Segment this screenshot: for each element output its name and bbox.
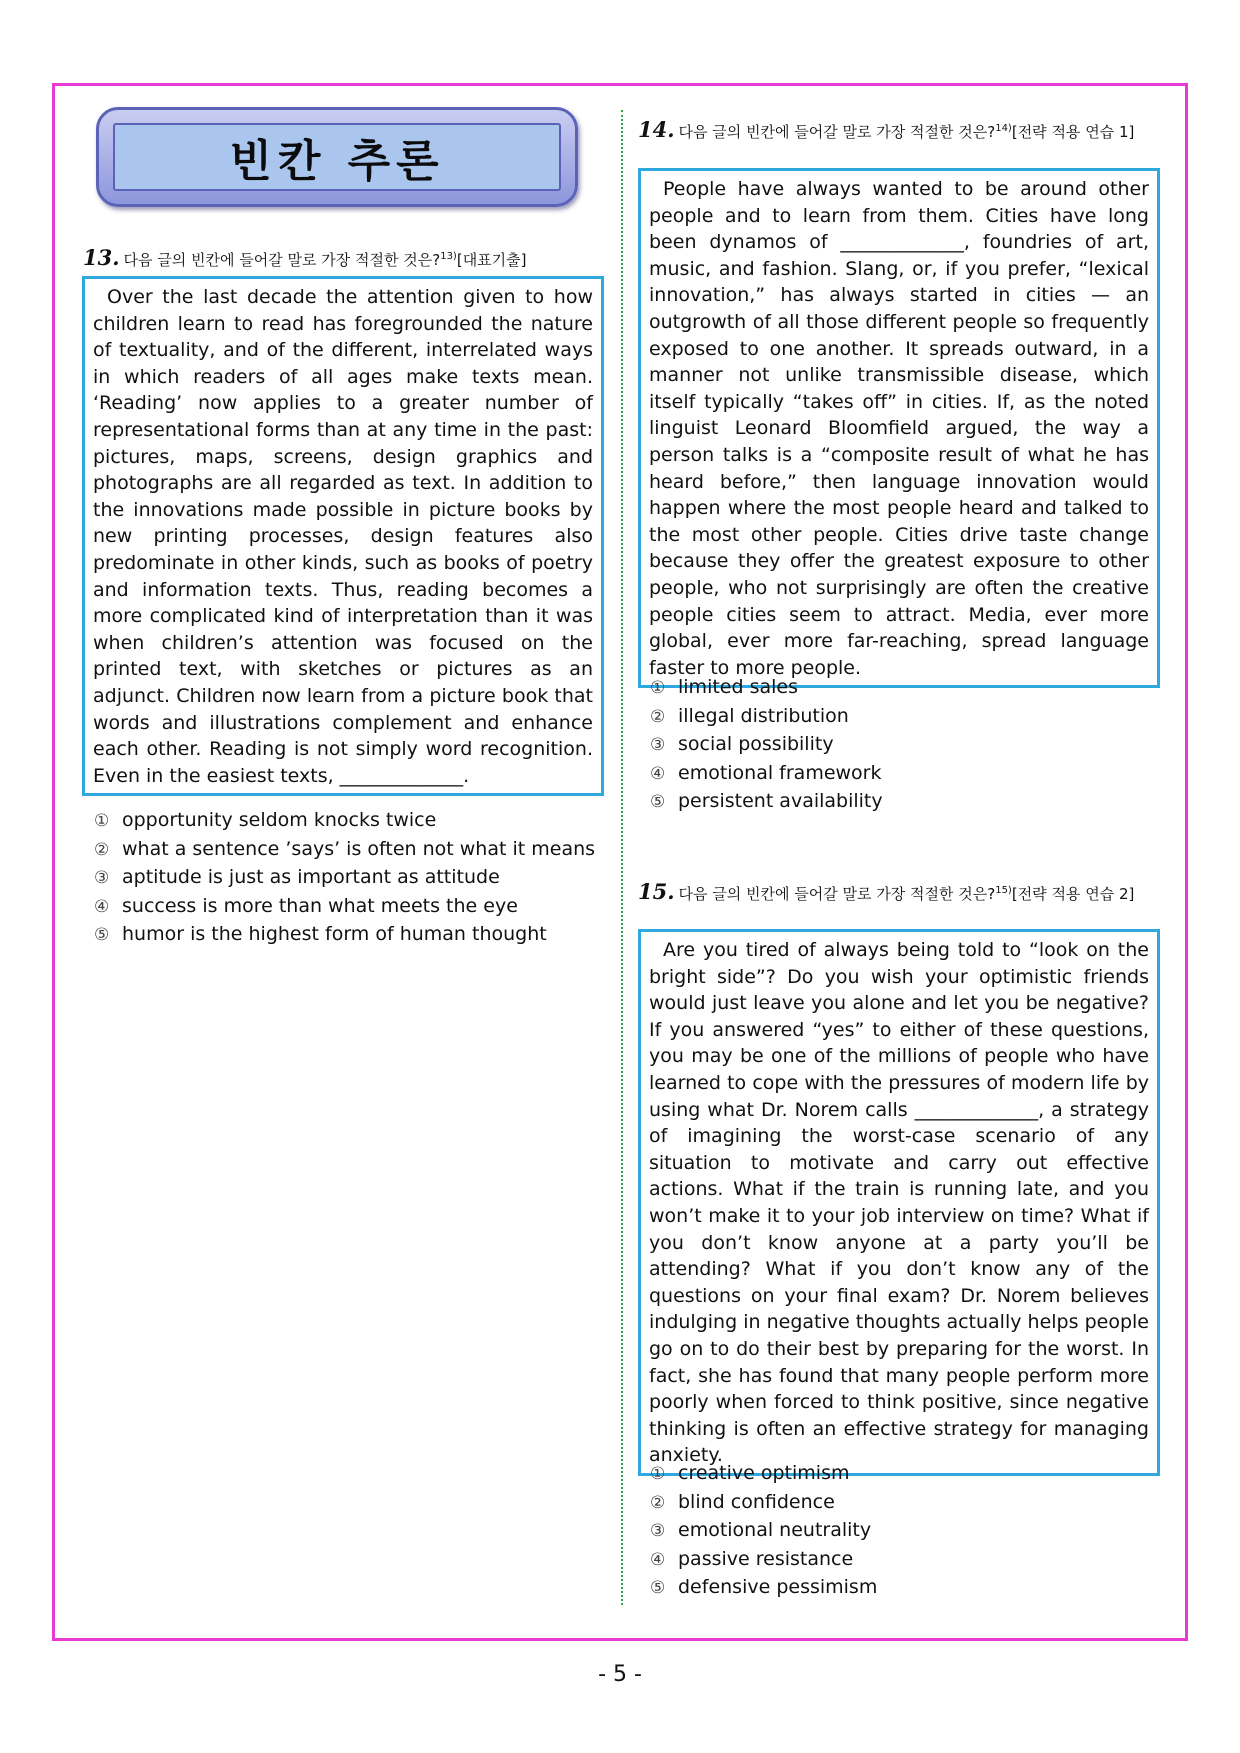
question-tag: [대표기출] <box>456 251 527 269</box>
option-text: blind confidence <box>678 1490 835 1513</box>
section-title-inner <box>113 123 561 191</box>
question-number: 13. <box>83 245 120 270</box>
option-mark: ④ <box>94 896 110 917</box>
option-3[interactable] <box>650 1517 877 1546</box>
option-mark: ⑤ <box>650 1578 666 1598</box>
column-divider <box>621 110 623 1605</box>
question-tag: [전략 적용 연습 2] <box>1011 885 1135 903</box>
option-mark: ① <box>650 678 666 698</box>
footnote-marker: 13) <box>440 251 457 262</box>
option-text: what a sentence ’says’ is often not what it means <box>122 837 596 860</box>
option-mark: ⑤ <box>94 925 110 945</box>
option-5[interactable] <box>650 788 883 817</box>
option-4[interactable] <box>650 1546 877 1575</box>
option-text: humor is the highest form of human thought <box>122 923 547 945</box>
option-mark: ③ <box>650 735 666 755</box>
option-2[interactable] <box>94 836 595 865</box>
option-mark: ② <box>650 706 666 727</box>
section-title: 빈칸 추론 <box>229 136 445 187</box>
option-mark: ① <box>650 1464 666 1484</box>
question-prompt: 다음 글의 빈칸에 들어갈 말로 가장 적절한 것은? <box>678 885 996 903</box>
option-text: emotional framework <box>678 761 882 784</box>
option-text: creative optimism <box>678 1462 850 1484</box>
question-15-passage: Are you tired of always being told to “look on the bright side”? Do you wish your optimistic friends would just leave you alone and let you be negative? If you answered “yes” to either of these questions, you may be one of the millions of people who have learned to cope with the pressures of modern life by using what Dr. Norem calls _____________, a strategy of imagining the worst-case scenario of any situation to motivate and carry out effective actions. What if the train is running late, and you won’t make it to your job interview on time? What if you don’t know anyone at a party you’ll be attending? What if you don’t know any of the questions on your final exam? Dr. Norem believes indulging in negative thoughts actually helps people go on to do their best by preparing for the worst. In fact, she has found that many people perform more poorly when forced to think positive, since negative thinking is often an effective strategy for managing anxiety. <box>638 929 1160 1476</box>
option-3[interactable] <box>94 864 595 893</box>
question-15-header <box>638 880 1160 905</box>
option-2[interactable] <box>650 1489 877 1518</box>
option-text: aptitude is just as important as attitude <box>122 866 500 888</box>
option-text: persistent availability <box>678 790 883 812</box>
option-text: defensive pessimism <box>678 1576 878 1598</box>
question-number: 15. <box>638 879 675 904</box>
question-prompt: 다음 글의 빈칸에 들어갈 말로 가장 적절한 것은? <box>123 251 441 269</box>
question-13-passage: Over the last decade the attention given to how children learn to read has foregrounded the nature of textuality, and of the different, interrelated ways in which readers of all ages make texts mean. ‘Reading’ now applies to a greater number of representational forms than at any time in the past: pictures, maps, screens, design graphics and photographs are all regarded as text. In addition to the innovations made possible in picture books by new printing processes, design features also predominate in other kinds, such as books of poetry and information texts. Thus, reading becomes a more complicated kind of interpretation than it was when children’s attention was focused on the printed text, with sketches or pictures as an adjunct. Children now learn from a picture book that words and illustrations complement and enhance each other. Reading is not simply word recognition. Even in the easiest texts, _____________. <box>82 276 604 796</box>
question-prompt: 다음 글의 빈칸에 들어갈 말로 가장 적절한 것은? <box>678 123 996 141</box>
option-mark: ① <box>94 811 110 831</box>
option-mark: ④ <box>650 763 666 784</box>
footnote-marker: 15) <box>995 885 1012 896</box>
question-13-options <box>94 807 595 950</box>
question-14-header <box>638 118 1160 143</box>
option-1[interactable] <box>650 674 883 703</box>
question-15-options <box>650 1460 877 1603</box>
option-text: emotional neutrality <box>678 1519 872 1541</box>
question-13-header <box>83 246 603 271</box>
option-text: social possibility <box>678 733 834 755</box>
option-text: limited sales <box>678 676 798 698</box>
question-tag: [전략 적용 연습 1] <box>1011 123 1135 141</box>
option-5[interactable] <box>650 1574 877 1603</box>
option-4[interactable] <box>650 760 883 789</box>
option-4[interactable] <box>94 893 595 922</box>
option-2[interactable] <box>650 703 883 732</box>
question-14-options <box>650 674 883 817</box>
option-text: passive resistance <box>678 1547 854 1570</box>
option-text: success is more than what meets the eye <box>122 894 518 917</box>
option-5[interactable] <box>94 921 595 950</box>
option-mark: ② <box>650 1492 666 1513</box>
footnote-marker: 14) <box>995 123 1012 134</box>
option-mark: ④ <box>650 1549 666 1570</box>
question-number: 14. <box>638 117 675 142</box>
section-title-banner <box>96 107 578 207</box>
option-text: illegal distribution <box>678 704 849 727</box>
option-mark: ③ <box>650 1521 666 1541</box>
option-mark: ② <box>94 839 110 860</box>
question-14-passage: People have always wanted to be around other people and to learn from them. Cities have long been dynamos of _____________, foundries of art, music, and fashion. Slang, or, if you prefer, “lexical innovation,” has always started in cities — an outgrowth of all those different people so frequently exposed to one another. It spreads outward, in a manner not unlike transmissible disease, which itself typically “takes off” in cities. If, as the noted linguist Leonard Bloomfield argued, the way a person talks is a “composite result of what he has heard before,” then language innovation would happen where the most people heard and talked to the most other people. Cities drive taste change because they offer the greatest exposure to other people, who not surprisingly are often the creative people cities seem to attract. Media, ever more global, ever more far-reaching, spread language faster to more people. <box>638 168 1160 688</box>
option-1[interactable] <box>94 807 595 836</box>
option-1[interactable] <box>650 1460 877 1489</box>
page-number: - 5 - <box>598 1662 642 1687</box>
option-mark: ⑤ <box>650 792 666 812</box>
option-text: opportunity seldom knocks twice <box>122 809 437 831</box>
option-3[interactable] <box>650 731 883 760</box>
option-mark: ③ <box>94 868 110 888</box>
